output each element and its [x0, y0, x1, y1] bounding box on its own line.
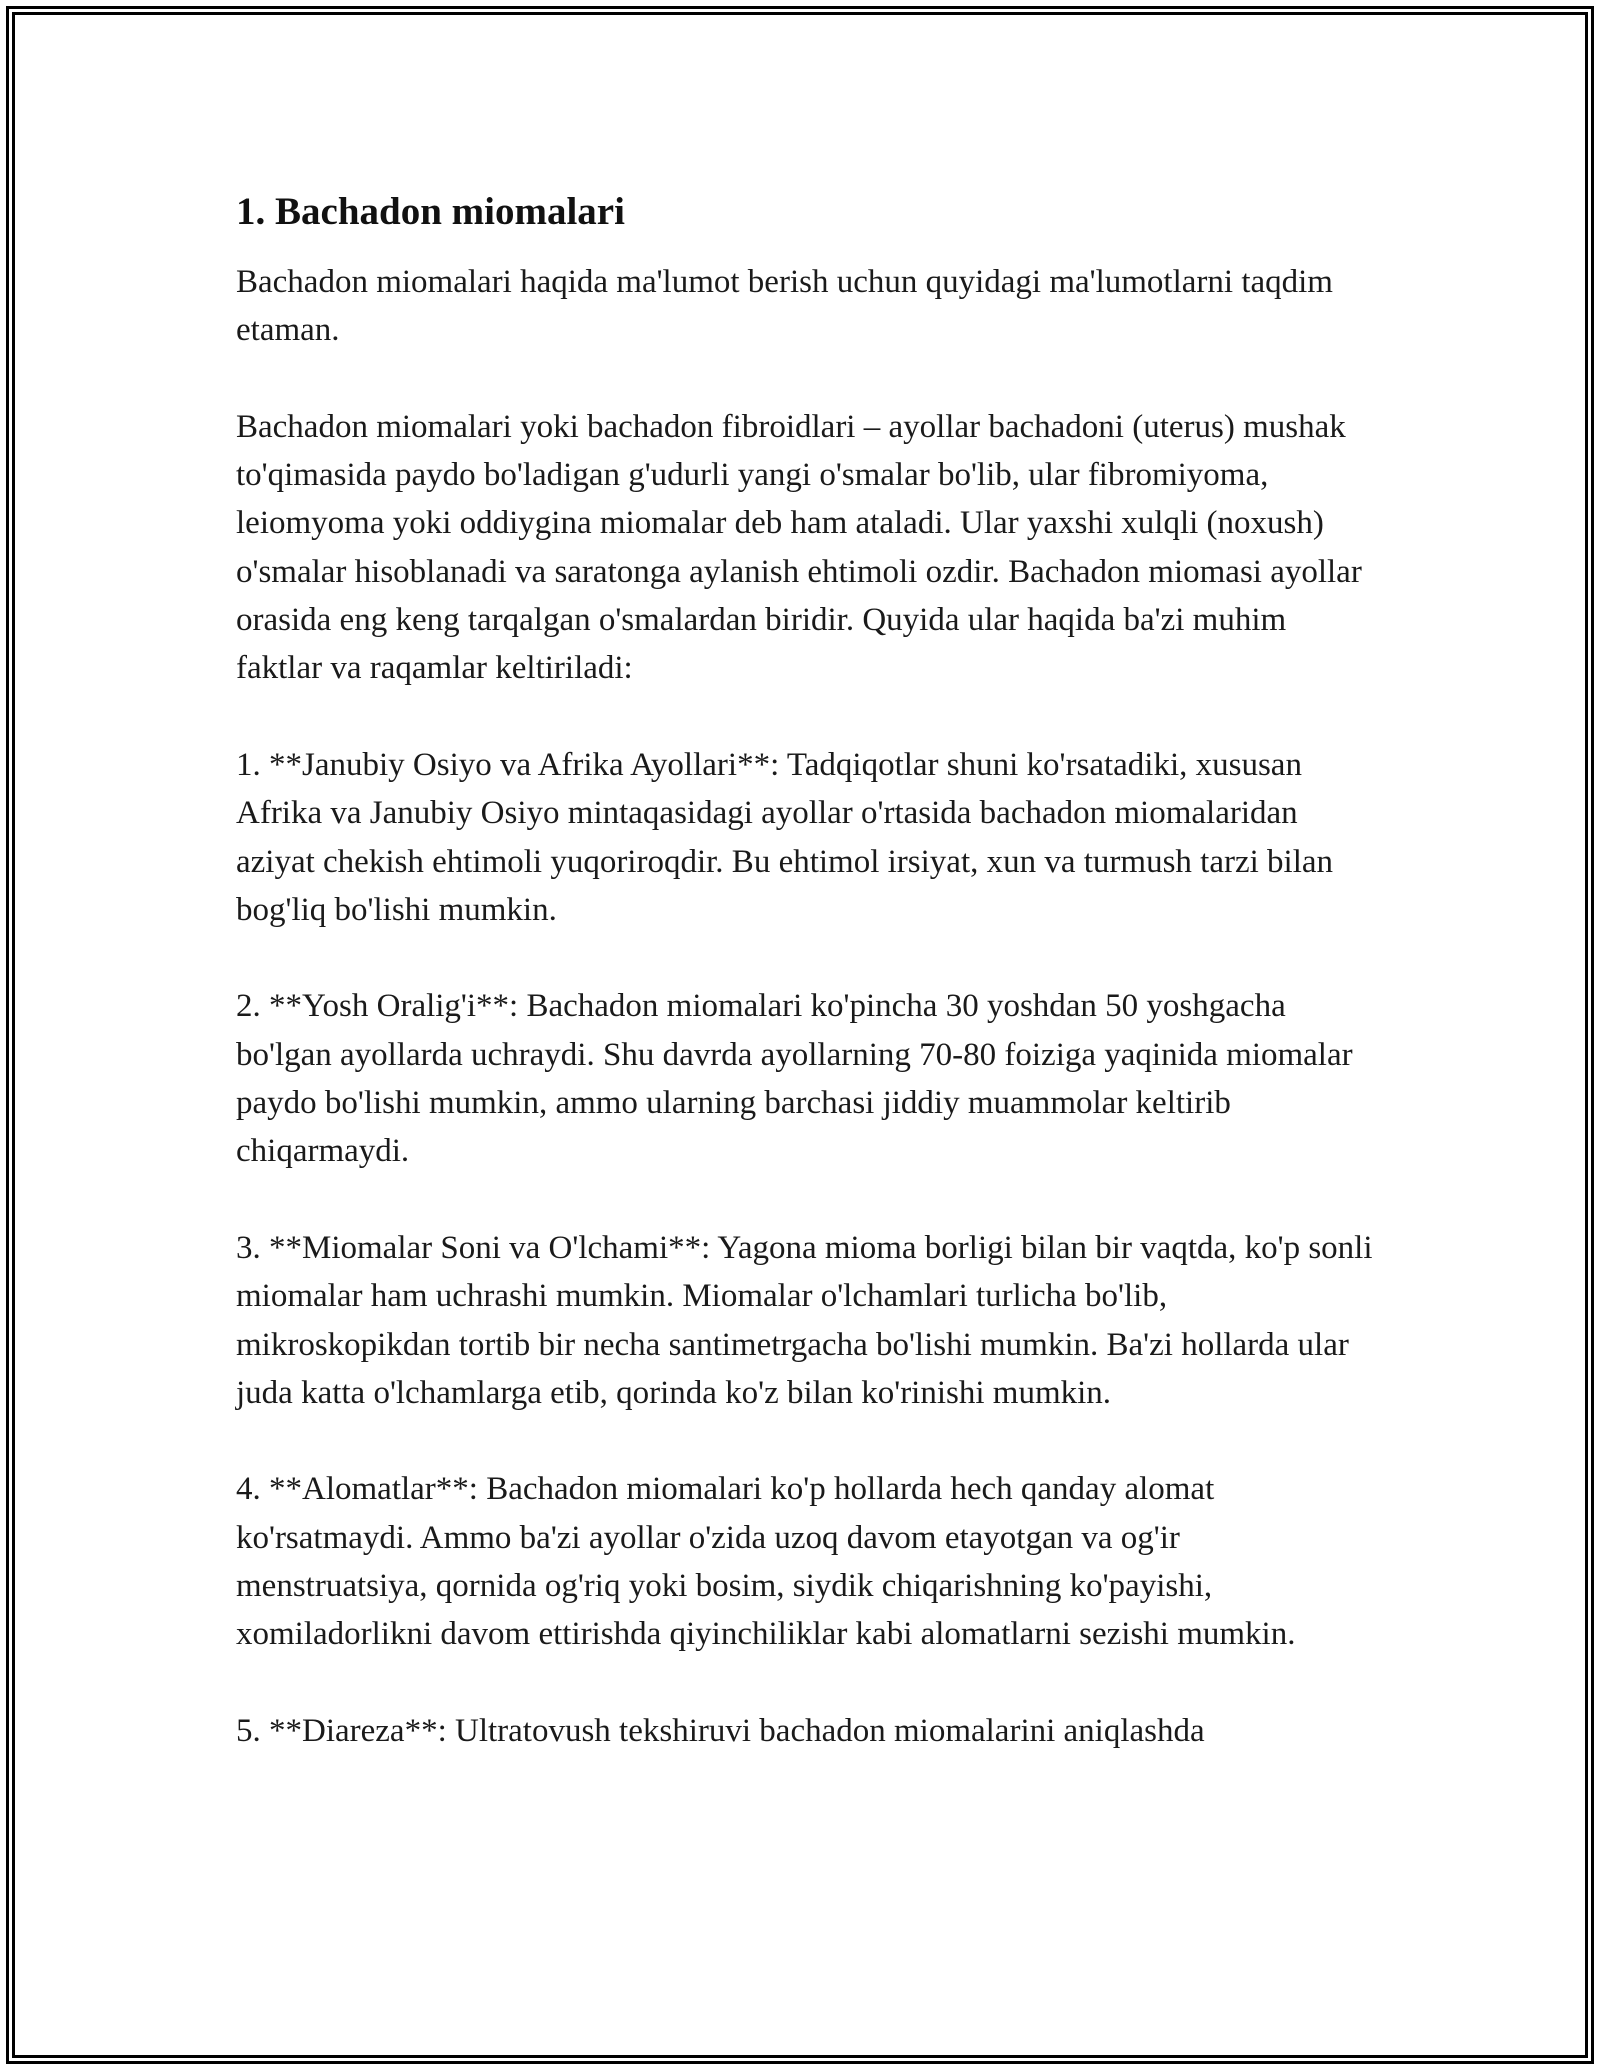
- definition-paragraph: Bachadon miomalari yoki bachadon fibroidlari – ayollar bachadoni (uterus) mushak to'qimasida paydo bo'ladigan g'udurli yangi o'smalar bo'lib, ular fibromiyoma, leiomyoma yoki oddiygina miomalar deb ham ataladi. Ular yaxshi xulqli (noxush) o'smalar hisoblanadi va saratonga aylanish ehtimoli ozdir. Bachadon miomasi ayollar orasida eng keng tarqalgan o'smalardan biridir. Quyida ular haqida ba'zi muhim faktlar va raqamlar keltiriladi:: [236, 408, 1362, 687]
- document-title: 1. Bachadon miomalari: [236, 190, 625, 233]
- list-item-1: 1. **Janubiy Osiyo va Afrika Ayollari**: Tadqiqotlar shuni ko'rsatadiki, xususan Afrika va Janubiy Osiyo mintaqasidagi ayollar o'rtasida bachadon miomalaridan aziyat chekish ehtimoli yuqoriroqdir. Bu ehtimol irsiyat, xun va turmush tarzi bilan bog'liq bo'lishi mumkin.: [236, 746, 1334, 928]
- list-item-5: 5. **Diareza**: Ultratovush tekshiruvi bachadon miomalarini aniqlashda: [236, 1712, 1205, 1749]
- list-item-2: 2. **Yosh Oralig'i**: Bachadon miomalari ko'pincha 30 yoshdan 50 yoshgacha bo'lgan ayollarda uchraydi. Shu davrda ayollarning 70-80 foiziga yaqinida miomalar paydo bo'lishi mumkin, ammo ularning barchasi jiddiy muammolar keltirib chiqarmaydi.: [236, 988, 1353, 1170]
- list-item-3: 3. **Miomalar Soni va O'lchami**: Yagona mioma borligi bilan bir vaqtda, ko'p sonli miomalar ham uchrashi mumkin. Miomalar o'lchamlari turlicha bo'lib, mikroskopikdan tortib bir necha santimetrgacha bo'lishi mumkin. Ba'zi hollarda ular juda katta o'lchamlarga etib, qorinda ko'z bilan ko'rinishi mumkin.: [236, 1229, 1373, 1411]
- intro-paragraph: Bachadon miomalari haqida ma'lumot berish uchun quyidagi ma'lumotlarni taqdim etaman.: [236, 264, 1333, 349]
- document-body: [236, 186, 1376, 1804]
- list-item-4: 4. **Alomatlar**: Bachadon miomalari ko'p hollarda hech qanday alomat ko'rsatmaydi. Ammo ba'zi ayollar o'zida uzoq davom etayotgan va og'ir menstruatsiya, qornida og'riq yoki bosim, siydik chiqarishning ko'payishi, xomiladorlikni davom ettirishda qiyinchiliklar kabi alomatlarni sezishi mumkin.: [236, 1471, 1296, 1653]
